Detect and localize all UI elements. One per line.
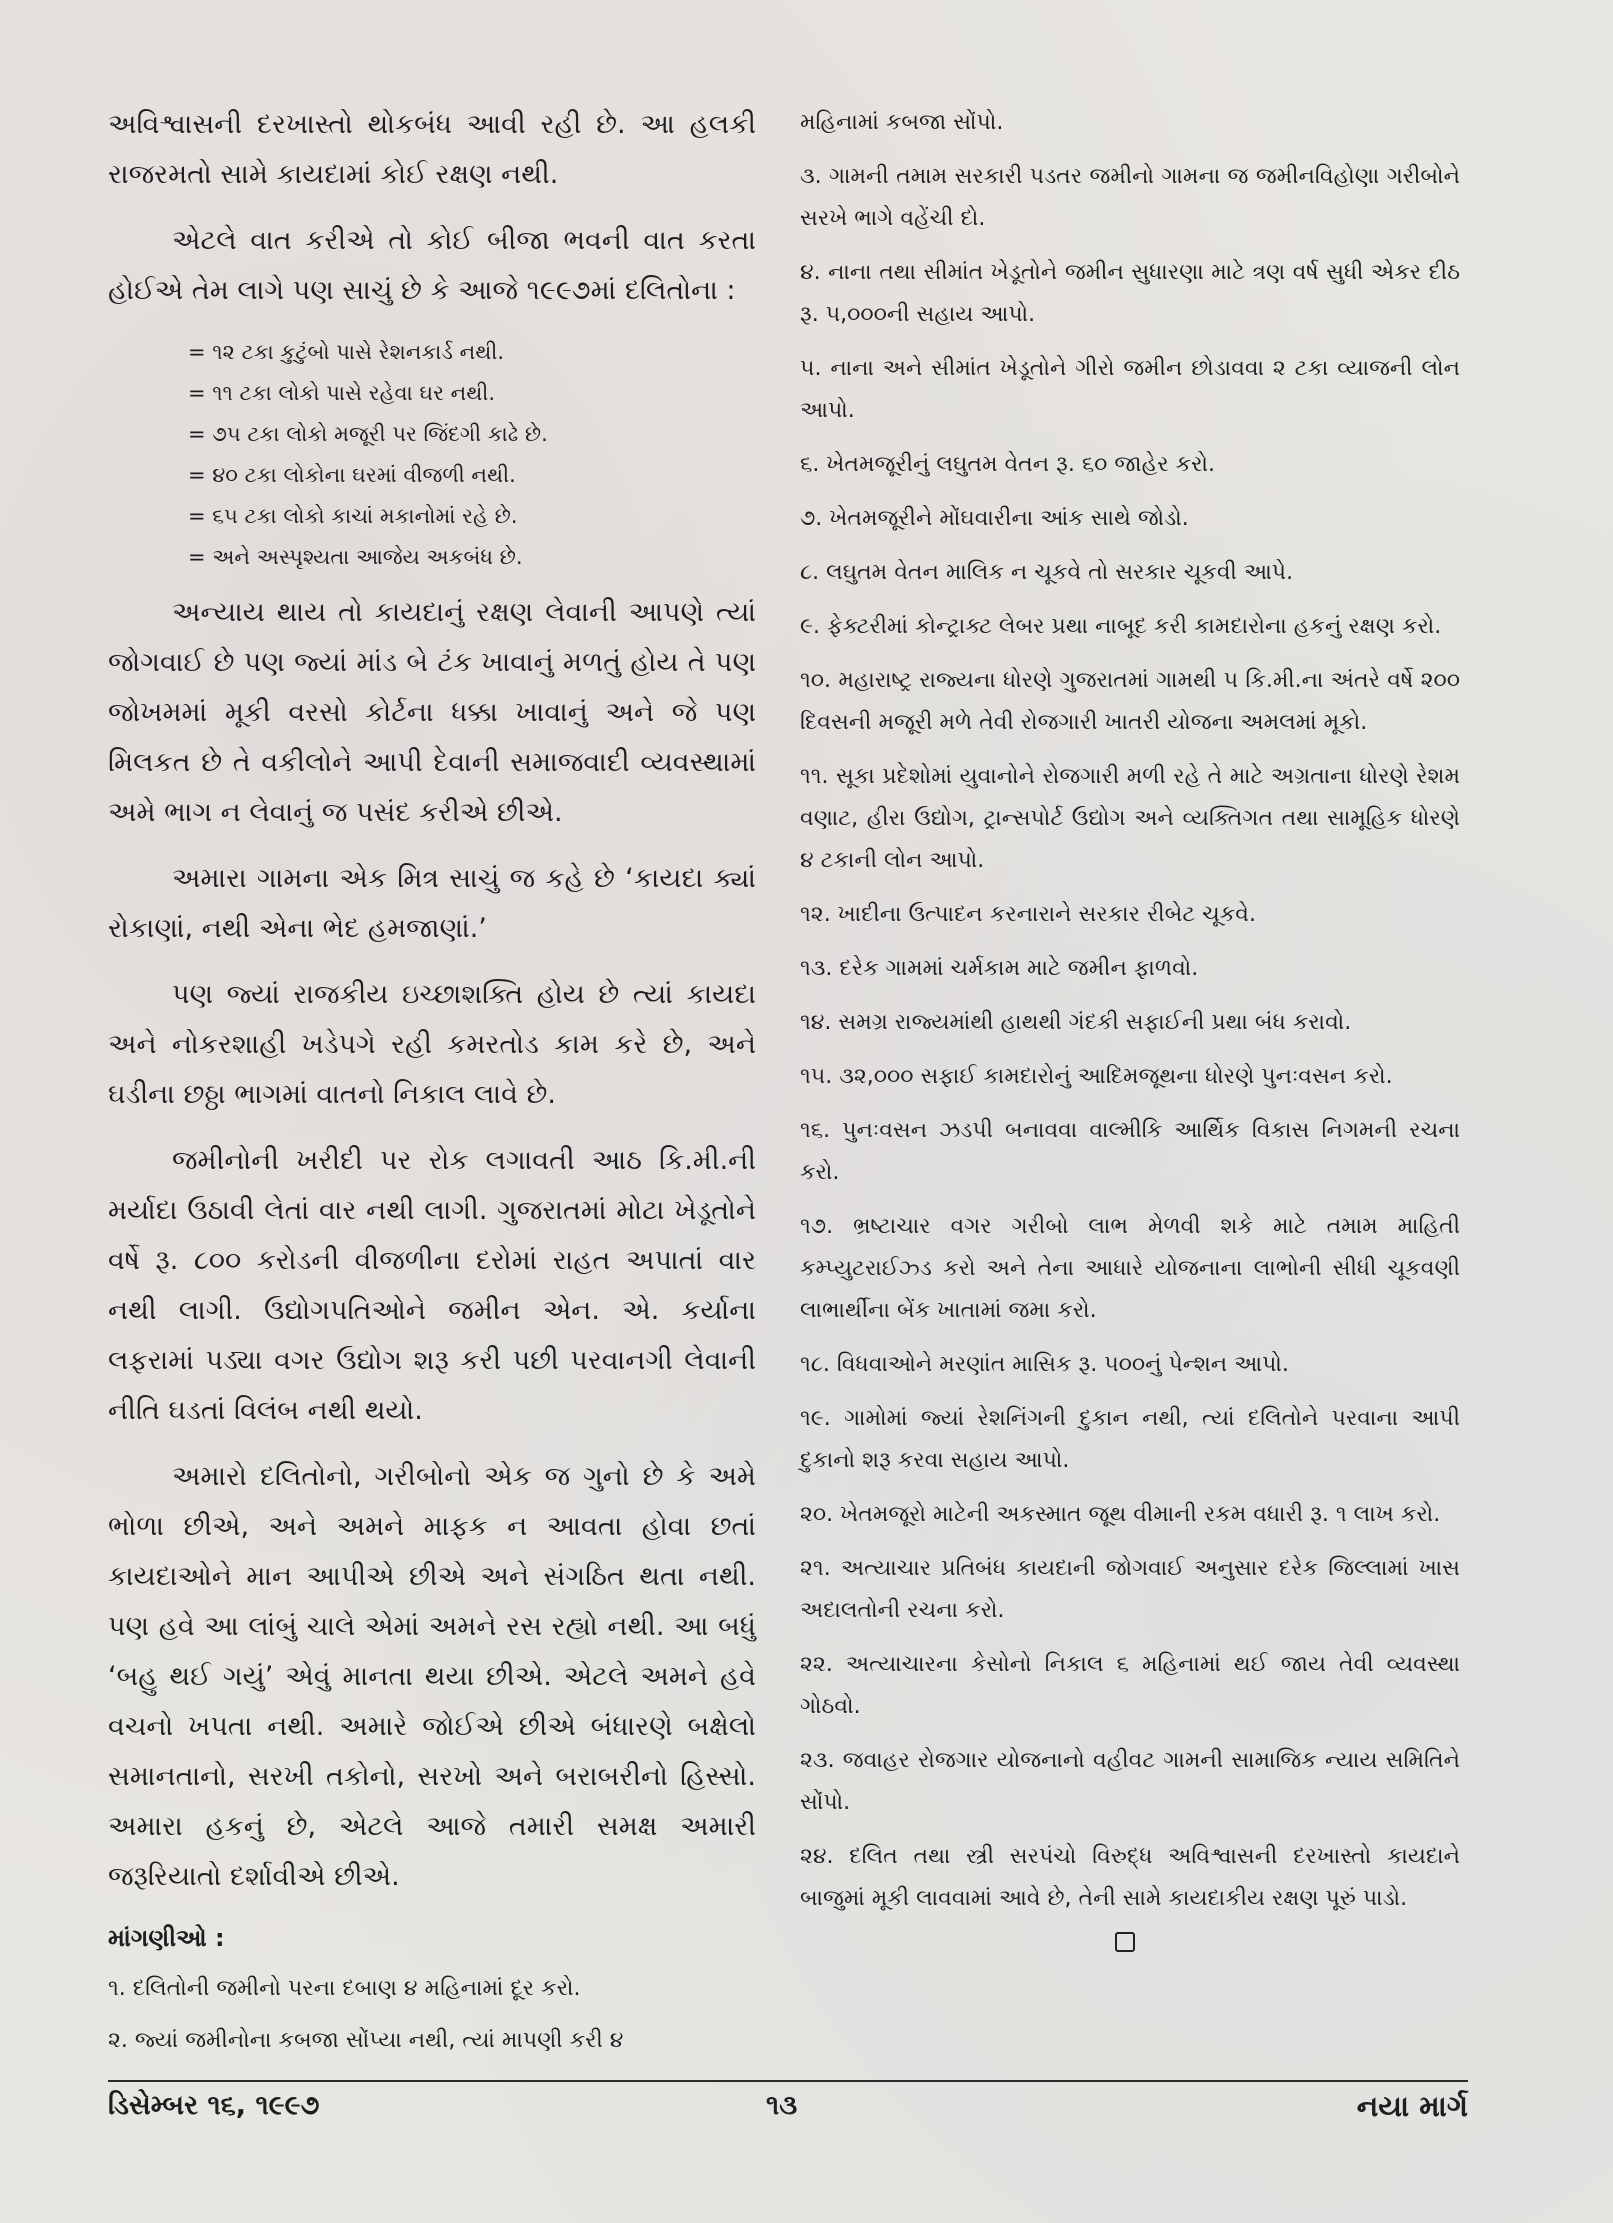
statistic-item: = અને અસ્પૃશ્યતા આજેય અકબંધ છે. bbox=[188, 545, 523, 569]
demand-item: ૫. નાના અને સીમાંત ખેડૂતોને ગીરો જમીન છોડાવવા ૨ ટકા વ્યાજની લોન આપો. bbox=[800, 356, 1460, 423]
statistic-item: = ૪૦ ટકા લોકોના ઘરમાં વીજળી નથી. bbox=[188, 463, 516, 487]
statistic-item: = ૧૨ ટકા કુટુંબો પાસે રેશનકાર્ડ નથી. bbox=[188, 340, 505, 364]
paragraph: અવિશ્વાસની દરખાસ્તો થોકબંધ આવી રહી છે. આ હલકી રાજરમતો સામે કાયદામાં કોઈ રક્ષણ નથી. bbox=[108, 109, 756, 190]
page-number: ૧૩ bbox=[766, 2090, 798, 2121]
demand-item: ૧૫. ૩૨,૦૦૦ સફાઈ કામદારોનું આદિમજૂથના ધોરણે પુનઃવસન કરો. bbox=[800, 1064, 1393, 1089]
demand-item: ૨૦. ખેતમજૂરો માટેની અકસ્માત જૂથ વીમાની રકમ વધારી રૂ. ૧ લાખ કરો. bbox=[800, 1502, 1441, 1527]
footer-date: ડિસેમ્બર ૧૬, ૧૯૯૭ bbox=[108, 2090, 320, 2121]
demand-item: ૧૭. ભ્રષ્ટાચાર વગર ગરીબો લાભ મેળવી શકે માટે તમામ માહિતી કમ્પ્યુટરાઈઝ્ડ કરો અને તેના આધારે યોજનાના લાભોની સીધી ચૂકવણી લાભાર્થીના બેંક ખાતામાં જમા કરો. bbox=[800, 1214, 1460, 1323]
paragraph: અમારો દલિતોનો, ગરીબોનો એક જ ગુનો છે કે અમે ભોળા છીએ, અને અમને માફક ન આવતા હોવા છતાં કાયદાઓને માન આપીએ છીએ અને સંગઠિત થતા નથી. પણ હવે આ લાંબું ચાલે એમાં અમને રસ રહ્યો નથી. આ બધું ‘બહુ થઈ ગયું’ એવું માનતા થયા છીએ. એટલે અમને હવે વચનો ખપતા નથી. અમારે જોઈએ છીએ બંધારણે બક્ષેલો સમાનતાનો, સરખી તકોનો, સરખો અને બરાબરીનો હિસ્સો. અમારા હકનું છે, એટલે આજે તમારી સમક્ષ અમારી જરૂરિયાતો દર્શાવીએ છીએ. bbox=[108, 1461, 756, 1892]
demand-item: ૧૧. સૂકા પ્રદેશોમાં યુવાનોને રોજગારી મળી રહે તે માટે અગ્રતાના ધોરણે રેશમ વણાટ, હીરા ઉદ્યોગ, ટ્રાન્સપોર્ટ ઉદ્યોગ અને વ્યક્તિગત તથા સામૂહિક ધોરણે ૪ ટકાની લોન આપો. bbox=[800, 764, 1460, 873]
demand-item: ૧૩. દરેક ગામમાં ચર્મકામ માટે જમીન ફાળવો. bbox=[800, 956, 1199, 981]
publication-name: નયા માર્ગ bbox=[1356, 2089, 1468, 2123]
demand-item: ૧. દલિતોની જમીનો પરના દબાણ ૪ મહિનામાં દૂર કરો. bbox=[108, 1976, 581, 2001]
paragraph: જમીનોની ખરીદી પર રોક લગાવતી આઠ કિ.મી.ની મર્યાદા ઉઠાવી લેતાં વાર નથી લાગી. ગુજરાતમાં મોટા ખેડૂતોને વર્ષે રૂ. ૮૦૦ કરોડની વીજળીના દરોમાં રાહત અપાતાં વાર નથી લાગી. ઉદ્યોગપતિઓને જમીન એન. એ. કર્યાના લફરામાં પડ્યા વગર ઉદ્યોગ શરૂ કરી પછી પરવાનગી લેવાની નીતિ ઘડતાં વિલંબ નથી થયો. bbox=[108, 1145, 756, 1426]
demands-heading: માંગણીઓ : bbox=[108, 1924, 225, 1952]
statistic-item: = ૧૧ ટકા લોકો પાસે રહેવા ઘર નથી. bbox=[188, 381, 496, 405]
demand-item: ૯. ફેક્ટરીમાં કોન્ટ્રાક્ટ લેબર પ્રથા નાબૂદ કરી કામદારોના હકનું રક્ષણ કરો. bbox=[800, 614, 1442, 639]
demand-item: ૪. નાના તથા સીમાંત ખેડૂતોને જમીન સુધારણા માટે ત્રણ વર્ષ સુધી એકર દીઠ રૂ. ૫,૦૦૦ની સહાય આપો. bbox=[800, 260, 1460, 327]
left-column bbox=[108, 100, 756, 2074]
paragraph: અન્યાય થાય તો કાયદાનું રક્ષણ લેવાની આપણે ત્યાં જોગવાઈ છે પણ જ્યાં માંડ બે ટંક ખાવાનું મળતું હોય તે પણ જોખમમાં મૂકી વરસો કોર્ટના ધક્કા ખાવાનું અને જે પણ મિલકત છે તે વકીલોને આપી દેવાની સમાજવાદી વ્યવસ્થામાં અમે ભાગ ન લેવાનું જ પસંદ કરીએ છીએ. bbox=[108, 597, 756, 828]
demand-item: ૨૨. અત્યાચારના કેસોનો નિકાલ ૬ મહિનામાં થઈ જાય તેવી વ્યવસ્થા ગોઠવો. bbox=[800, 1652, 1460, 1719]
statistic-item: = ૭૫ ટકા લોકો મજૂરી પર જિંદગી કાઢે છે. bbox=[188, 422, 548, 446]
demand-item: ૭. ખેતમજૂરીને મોંઘવારીના આંક સાથે જોડો. bbox=[800, 506, 1189, 531]
demand-item: ૩. ગામની તમામ સરકારી પડતર જમીનો ગામના જ જમીનવિહોણા ગરીબોને સરખે ભાગે વહેંચી દો. bbox=[800, 164, 1460, 231]
demand-item: ૨. જ્યાં જમીનોના કબજા સોંપ્યા નથી, ત્યાં માપણી કરી ૪ bbox=[108, 2028, 624, 2053]
demand-item: ૬. ખેતમજૂરીનું લઘુતમ વેતન રૂ. ૬૦ જાહેર કરો. bbox=[800, 452, 1216, 477]
demand-item: ૧૮. વિધવાઓને મરણાંત માસિક રૂ. ૫૦૦નું પેન્શન આપો. bbox=[800, 1352, 1289, 1377]
demand-item: ૧૦. મહારાષ્ટ્ર રાજ્યના ધોરણે ગુજરાતમાં ગામથી ૫ કિ.મી.ના અંતરે વર્ષે ૨૦૦ દિવસની મજૂરી મળે તેવી રોજગારી ખાતરી યોજના અમલમાં મૂકો. bbox=[800, 668, 1460, 735]
demand-item: ૨૧. અત્યાચાર પ્રતિબંધ કાયદાની જોગવાઈ અનુસાર દરેક જિલ્લામાં ખાસ અદાલતોની રચના કરો. bbox=[800, 1556, 1460, 1623]
demand-item: ૮. લઘુતમ વેતન માલિક ન ચૂકવે તો સરકાર ચૂકવી આપે. bbox=[800, 560, 1294, 585]
end-of-article-mark-icon bbox=[1115, 1932, 1135, 1952]
statistics-list bbox=[188, 332, 756, 578]
paragraph: એટલે વાત કરીએ તો કોઈ બીજા ભવની વાત કરતા હોઈએ તેમ લાગે પણ સાચું છે કે આજે ૧૯૯૭માં દલિતોના : bbox=[108, 225, 756, 306]
demand-item: મહિનામાં કબજા સોંપો. bbox=[800, 110, 1004, 135]
demand-item: ૧૯. ગામોમાં જ્યાં રેશનિંગની દુકાન નથી, ત્યાં દલિતોને પરવાના આપી દુકાનો શરૂ કરવા સહાય આપો. bbox=[800, 1406, 1460, 1473]
right-column bbox=[800, 102, 1460, 1952]
demand-item: ૧૪. સમગ્ર રાજ્યમાંથી હાથથી ગંદકી સફાઈની પ્રથા બંધ કરાવો. bbox=[800, 1010, 1352, 1035]
demand-item: ૧૨. ખાદીના ઉત્પાદન કરનારાને સરકાર રીબેટ ચૂકવે. bbox=[800, 902, 1256, 927]
statistic-item: = ૬૫ ટકા લોકો કાચાં મકાનોમાં રહે છે. bbox=[188, 504, 518, 528]
paragraph: અમારા ગામના એક મિત્ર સાચું જ કહે છે ‘કાયદા ક્યાં રોકાણાં, નથી એના ભેદ હમજાણાં.’ bbox=[108, 863, 756, 944]
footer-rule bbox=[108, 2080, 1468, 2082]
demand-item: ૧૬. પુનઃવસન ઝડપી બનાવવા વાલ્મીકિ આર્થિક વિકાસ નિગમની રચના કરો. bbox=[800, 1118, 1460, 1185]
paragraph: પણ જ્યાં રાજકીય ઇચ્છાશક્તિ હોય છે ત્યાં કાયદા અને નોકરશાહી ખડેપગે રહી કમરતોડ કામ કરે છે, અને ઘડીના છઠ્ઠા ભાગમાં વાતનો નિકાલ લાવે છે. bbox=[108, 979, 756, 1110]
demand-item: ૨૩. જવાહર રોજગાર યોજનાનો વહીવટ ગામની સામાજિક ન્યાય સમિતિને સોંપો. bbox=[800, 1748, 1460, 1815]
demand-item: ૨૪. દલિત તથા સ્ત્રી સરપંચો વિરુદ્ધ અવિશ્વાસની દરખાસ્તો કાયદાને બાજુમાં મૂકી લાવવામાં આવે છે, તેની સામે કાયદાકીય રક્ષણ પૂરું પાડો. bbox=[800, 1844, 1460, 1911]
